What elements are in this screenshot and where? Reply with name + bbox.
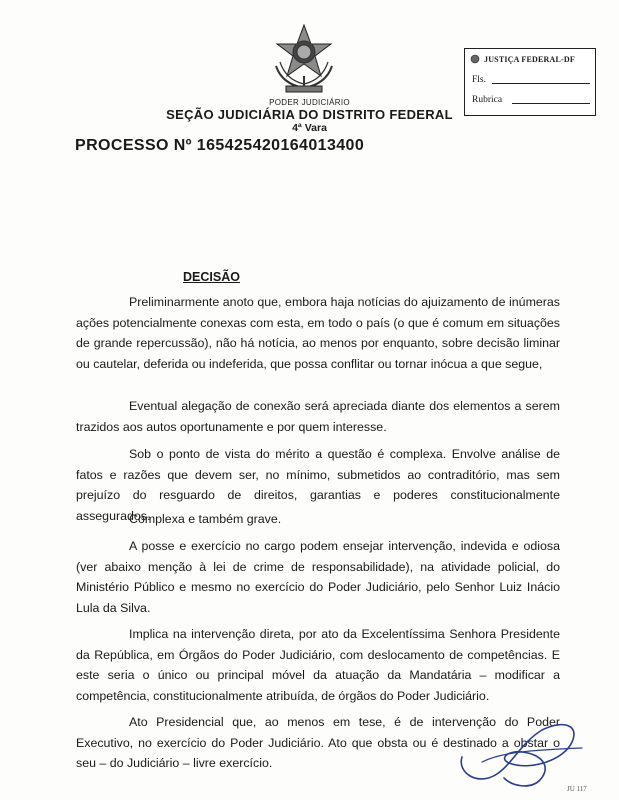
paragraph: Complexa e também grave. [129, 512, 282, 526]
stamp-rubrica-label: Rubrica [472, 95, 503, 105]
process-number: PROCESSO Nº 165425420164013400 [75, 137, 365, 154]
stamp-header [470, 54, 575, 64]
paragraph: Implica na intervenção direta, por ato da Excelentíssima Senhora Presidente da República, em Órgãos do Poder Judiciário, com deslocamento de competências. E este seria o único ou principal móvel da atuação da Mandatária – modificar a competência, constitucionalmente atribuída, de órgãos do Poder Judiciário. [76, 627, 560, 703]
signature-icon [452, 712, 592, 792]
header-poder: PODER JUDICIÁRIO [269, 98, 350, 107]
page-mark: JU 117 [567, 785, 587, 793]
stamp-fls-line [492, 83, 590, 84]
paragraph: Preliminarmente anoto que, embora haja notícias do ajuizamento de inúmeras ações potencialmente conexas com esta, em todo o país (o que é comum em situações de grande repercussão), não há notícia, ao menos por enquanto, sobre decisão liminar ou cautelar, deferida ou indeferida, que possa conflitar ou tornar inócua a que segue, [76, 295, 560, 371]
stamp-title: JUSTIÇA FEDERAL-DF [484, 54, 575, 64]
paragraph: Sob o ponto de vista do mérito a questão é complexa. Envolve análise de fatos e razões que devem ser, no mínimo, submetidos ao contraditório, mas sem prejuízo do resguardo de direitos, garantias e poderes constitucionalmente assegurados. [76, 447, 560, 523]
stamp-crest-icon [470, 54, 480, 64]
paragraph: Ato Presidencial que, ao menos em tese, é de intervenção do Poder Executivo, no exercício do Poder Judiciário. Ato que obsta ou é destinado a obstar o seu – do Judiciário – livre exercício. [76, 715, 560, 770]
header-vara: 4ª Vara [292, 122, 327, 134]
paragraph: Eventual alegação de conexão será apreciada diante dos elementos a serem trazidos aos autos oportunamente e por quem interesse. [76, 399, 560, 434]
coat-of-arms-icon [268, 22, 340, 98]
header-secao: SEÇÃO JUDICIÁRIA DO DISTRITO FEDERAL [166, 107, 453, 122]
decision-heading: DECISÃO [183, 270, 240, 284]
paragraph: A posse e exercício no cargo podem ensejar intervenção, indevida e odiosa (ver abaixo menção à lei de crime de responsabilidade), na atividade policial, do Ministério Público e mesmo no exercício do Poder Judiciário, pelo Senhor Luiz Inácio Lula da Silva. [76, 539, 560, 615]
stamp-fls-row [472, 75, 590, 85]
stamp-fls-label: Fls. [472, 75, 486, 85]
